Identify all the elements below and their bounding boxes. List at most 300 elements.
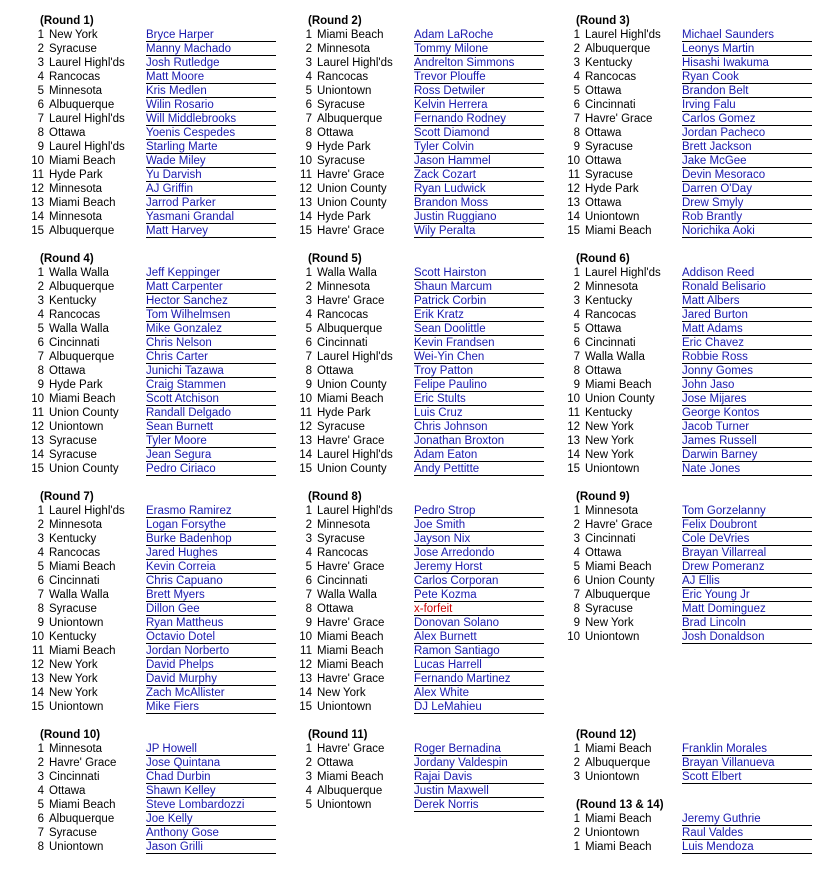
- pick-number: 10: [31, 393, 44, 405]
- player-link[interactable]: Joe Kelly: [146, 812, 276, 826]
- player-link[interactable]: Adam LaRoche: [414, 28, 544, 42]
- player-link[interactable]: Roger Bernadina: [414, 742, 544, 756]
- player-link[interactable]: Josh Rutledge: [146, 56, 276, 70]
- team-name: Laurel Highl'ds: [585, 267, 661, 279]
- pick-number: 4: [37, 309, 44, 321]
- player-link[interactable]: George Kontos: [682, 406, 812, 420]
- player-link[interactable]: Will Middlebrooks: [146, 112, 276, 126]
- team-name: New York: [317, 687, 366, 699]
- player-link[interactable]: Hector Sanchez: [146, 294, 276, 308]
- player-link[interactable]: Wilin Rosario: [146, 98, 276, 112]
- team-name: Ottawa: [585, 127, 622, 139]
- player-link[interactable]: Pete Kozma: [414, 588, 544, 602]
- player-link[interactable]: Wei-Yin Chen: [414, 350, 544, 364]
- player-link[interactable]: Jeremy Horst: [414, 560, 544, 574]
- team-name: Havre' Grace: [585, 519, 653, 531]
- pick-number: 4: [37, 547, 44, 559]
- player-link[interactable]: Ryan Ludwick: [414, 182, 544, 196]
- pick-row: [296, 280, 546, 294]
- pick-number: 6: [573, 99, 580, 111]
- player-link[interactable]: Starling Marte: [146, 140, 276, 154]
- pick-row: [28, 350, 278, 364]
- pick-number: 12: [31, 421, 44, 433]
- pick-number: 3: [37, 771, 44, 783]
- team-name: Minnesota: [49, 743, 103, 755]
- team-name: Hyde Park: [317, 141, 371, 153]
- player-link[interactable]: Burke Badenhop: [146, 532, 276, 546]
- player-link[interactable]: Troy Patton: [414, 364, 544, 378]
- player-link[interactable]: Brad Lincoln: [682, 616, 812, 630]
- player-link[interactable]: Scott Hairston: [414, 266, 544, 280]
- player-link[interactable]: Ramon Santiago: [414, 644, 544, 658]
- team-name: Minnesota: [317, 43, 371, 55]
- player-link[interactable]: AJ Ellis: [682, 574, 812, 588]
- pick-row: [564, 840, 814, 854]
- team-name: Minnesota: [317, 519, 371, 531]
- player-link[interactable]: Steve Lombardozzi: [146, 798, 276, 812]
- pick-row: [564, 448, 814, 462]
- pick-number: 2: [305, 519, 312, 531]
- team-name: Miami Beach: [585, 743, 652, 755]
- player-link[interactable]: Scott Elbert: [682, 770, 812, 784]
- pick-row: [296, 532, 546, 546]
- player-link[interactable]: Devin Mesoraco: [682, 168, 812, 182]
- player-link[interactable]: Brayan Villarreal: [682, 546, 812, 560]
- team-name: Laurel Highl'ds: [317, 351, 393, 363]
- pick-row: [564, 196, 814, 210]
- player-link[interactable]: Jonny Gomes: [682, 364, 812, 378]
- pick-number: 5: [573, 323, 580, 335]
- pick-number: 11: [568, 169, 580, 181]
- pick-row: [28, 784, 278, 798]
- pick-number: 9: [573, 617, 580, 629]
- pick-number: 12: [299, 659, 312, 671]
- player-link[interactable]: Wily Peralta: [414, 224, 544, 238]
- pick-number: 14: [31, 211, 44, 223]
- player-link[interactable]: Chris Johnson: [414, 420, 544, 434]
- pick-row: [564, 616, 814, 630]
- pick-row: [28, 686, 278, 700]
- pick-row: [564, 420, 814, 434]
- player-link[interactable]: Kevin Frandsen: [414, 336, 544, 350]
- pick-row: [296, 434, 546, 448]
- team-name: Miami Beach: [317, 393, 384, 405]
- player-link[interactable]: Junichi Tazawa: [146, 364, 276, 378]
- player-link[interactable]: Justin Ruggiano: [414, 210, 544, 224]
- pick-number: 13: [299, 435, 312, 447]
- pick-number: 14: [567, 211, 580, 223]
- player-link[interactable]: Tyler Colvin: [414, 140, 544, 154]
- pick-row: [564, 560, 814, 574]
- team-name: Ottawa: [585, 85, 622, 97]
- player-link[interactable]: Randall Delgado: [146, 406, 276, 420]
- player-link[interactable]: Adam Eaton: [414, 448, 544, 462]
- team-name: Uniontown: [49, 617, 104, 629]
- player-link[interactable]: Jeremy Guthrie: [682, 812, 812, 826]
- player-link[interactable]: Shaun Marcum: [414, 280, 544, 294]
- player-link[interactable]: Chris Nelson: [146, 336, 276, 350]
- player-link[interactable]: Robbie Ross: [682, 350, 812, 364]
- player-link[interactable]: Drew Smyly: [682, 196, 812, 210]
- pick-row: [296, 378, 546, 392]
- team-name: Cincinnati: [585, 99, 636, 111]
- pick-number: 11: [300, 407, 312, 419]
- team-name: New York: [49, 29, 98, 41]
- player-link[interactable]: Hisashi Iwakuma: [682, 56, 812, 70]
- pick-number: 9: [305, 379, 312, 391]
- player-link[interactable]: DJ LeMahieu: [414, 700, 544, 714]
- player-link[interactable]: Jarrod Parker: [146, 196, 276, 210]
- team-name: Albuquerque: [317, 323, 383, 335]
- player-link[interactable]: Lucas Harrell: [414, 658, 544, 672]
- team-name: New York: [585, 449, 634, 461]
- pick-row: [28, 602, 278, 616]
- team-name: Uniontown: [49, 841, 104, 853]
- player-link[interactable]: Dillon Gee: [146, 602, 276, 616]
- player-link[interactable]: Drew Pomeranz: [682, 560, 812, 574]
- pick-row: [296, 112, 546, 126]
- player-link[interactable]: Chris Carter: [146, 350, 276, 364]
- player-link[interactable]: Andrelton Simmons: [414, 56, 544, 70]
- player-link[interactable]: Eric Young Jr: [682, 588, 812, 602]
- player-link[interactable]: Tommy Milone: [414, 42, 544, 56]
- pick-row: [296, 798, 546, 812]
- pick-number: 12: [31, 659, 44, 671]
- player-link[interactable]: Zack Cozart: [414, 168, 544, 182]
- player-link[interactable]: Matt Albers: [682, 294, 812, 308]
- player-link[interactable]: Felix Doubront: [682, 518, 812, 532]
- player-link[interactable]: Yoenis Cespedes: [146, 126, 276, 140]
- player-link[interactable]: Brandon Belt: [682, 84, 812, 98]
- team-name: Rancocas: [585, 309, 637, 321]
- player-link[interactable]: Brett Myers: [146, 588, 276, 602]
- team-name: Havre' Grace: [49, 757, 117, 769]
- pick-row: [28, 532, 278, 546]
- pick-row: [564, 322, 814, 336]
- pick-number: 4: [37, 71, 44, 83]
- pick-number: 4: [37, 785, 44, 797]
- player-link[interactable]: Brett Jackson: [682, 140, 812, 154]
- player-link[interactable]: Ross Detwiler: [414, 84, 544, 98]
- team-name: Albuquerque: [317, 785, 383, 797]
- player-link[interactable]: Scott Atchison: [146, 392, 276, 406]
- player-link[interactable]: Bryce Harper: [146, 28, 276, 42]
- player-link[interactable]: Jose Quintana: [146, 756, 276, 770]
- forfeit-link[interactable]: x-forfeit: [414, 602, 544, 616]
- pick-row: [28, 112, 278, 126]
- player-link[interactable]: Alex White: [414, 686, 544, 700]
- team-name: New York: [585, 435, 634, 447]
- pick-row: [296, 616, 546, 630]
- pick-number: 5: [37, 85, 44, 97]
- player-link[interactable]: Mike Gonzalez: [146, 322, 276, 336]
- pick-number: 3: [573, 533, 580, 545]
- player-link[interactable]: Rob Brantly: [682, 210, 812, 224]
- pick-row: [28, 560, 278, 574]
- team-name: Union County: [585, 575, 655, 587]
- team-name: Kentucky: [49, 631, 97, 643]
- team-name: Uniontown: [585, 211, 640, 223]
- player-link[interactable]: Erasmo Ramirez: [146, 504, 276, 518]
- pick-number: 4: [305, 71, 312, 83]
- player-link[interactable]: Kevin Correia: [146, 560, 276, 574]
- team-name: Cincinnati: [585, 337, 636, 349]
- player-link[interactable]: Mike Fiers: [146, 700, 276, 714]
- team-name: Minnesota: [49, 211, 103, 223]
- team-name: Rancocas: [49, 309, 101, 321]
- team-name: Miami Beach: [317, 659, 384, 671]
- player-link[interactable]: Josh Donaldson: [682, 630, 812, 644]
- pick-number: 8: [573, 603, 580, 615]
- player-link[interactable]: Kelvin Herrera: [414, 98, 544, 112]
- team-name: Kentucky: [49, 295, 97, 307]
- player-link[interactable]: Matt Adams: [682, 322, 812, 336]
- pick-row: [564, 336, 814, 350]
- pick-number: 11: [32, 407, 44, 419]
- pick-number: 1: [305, 267, 312, 279]
- team-name: Uniontown: [317, 701, 372, 713]
- player-link[interactable]: Pedro Ciriaco: [146, 462, 276, 476]
- pick-row: [564, 532, 814, 546]
- pick-row: [28, 672, 278, 686]
- player-link[interactable]: Tom Wilhelmsen: [146, 308, 276, 322]
- pick-number: 10: [299, 631, 312, 643]
- pick-number: 1: [573, 813, 580, 825]
- player-link[interactable]: Chad Durbin: [146, 770, 276, 784]
- pick-row: [296, 350, 546, 364]
- player-link[interactable]: Erik Kratz: [414, 308, 544, 322]
- pick-row: [28, 308, 278, 322]
- pick-row: [28, 280, 278, 294]
- player-link[interactable]: Cole DeVries: [682, 532, 812, 546]
- player-link[interactable]: Logan Forsythe: [146, 518, 276, 532]
- player-link[interactable]: Franklin Morales: [682, 742, 812, 756]
- player-link[interactable]: Fernando Rodney: [414, 112, 544, 126]
- player-link[interactable]: Jared Hughes: [146, 546, 276, 560]
- player-link[interactable]: Matt Carpenter: [146, 280, 276, 294]
- team-name: Ottawa: [585, 323, 622, 335]
- player-link[interactable]: Patrick Corbin: [414, 294, 544, 308]
- player-link[interactable]: Eric Stults: [414, 392, 544, 406]
- pick-row: [28, 126, 278, 140]
- team-name: Albuquerque: [49, 281, 115, 293]
- player-link[interactable]: Craig Stammen: [146, 378, 276, 392]
- pick-row: [296, 602, 546, 616]
- player-link[interactable]: Norichika Aoki: [682, 224, 812, 238]
- team-name: Havre' Grace: [317, 435, 385, 447]
- player-link[interactable]: Jose Mijares: [682, 392, 812, 406]
- player-link[interactable]: Jason Hammel: [414, 154, 544, 168]
- player-link[interactable]: Jonathan Broxton: [414, 434, 544, 448]
- player-link[interactable]: Joe Smith: [414, 518, 544, 532]
- player-link[interactable]: AJ Griffin: [146, 182, 276, 196]
- player-link[interactable]: Jason Grilli: [146, 840, 276, 854]
- team-name: Uniontown: [585, 463, 640, 475]
- player-link[interactable]: Justin Maxwell: [414, 784, 544, 798]
- pick-row: [296, 322, 546, 336]
- player-link[interactable]: Jake McGee: [682, 154, 812, 168]
- round-title: (Round 12): [576, 729, 637, 741]
- player-link[interactable]: Jean Segura: [146, 448, 276, 462]
- pick-row: [564, 266, 814, 280]
- pick-number: 6: [305, 337, 312, 349]
- player-link[interactable]: Scott Diamond: [414, 126, 544, 140]
- pick-row: [296, 42, 546, 56]
- player-link[interactable]: Octavio Dotel: [146, 630, 276, 644]
- pick-row: [296, 462, 546, 476]
- player-link[interactable]: Luis Cruz: [414, 406, 544, 420]
- round-title: (Round 8): [308, 491, 362, 503]
- player-link[interactable]: Anthony Gose: [146, 826, 276, 840]
- pick-number: 5: [305, 323, 312, 335]
- pick-number: 14: [567, 449, 580, 461]
- player-link[interactable]: Matt Harvey: [146, 224, 276, 238]
- pick-number: 5: [573, 85, 580, 97]
- player-link[interactable]: Brandon Moss: [414, 196, 544, 210]
- player-link[interactable]: Kris Medlen: [146, 84, 276, 98]
- player-link[interactable]: Zach McAllister: [146, 686, 276, 700]
- pick-number: 10: [299, 155, 312, 167]
- player-link[interactable]: Shawn Kelley: [146, 784, 276, 798]
- player-link[interactable]: James Russell: [682, 434, 812, 448]
- pick-number: 6: [37, 575, 44, 587]
- player-link[interactable]: Matt Dominguez: [682, 602, 812, 616]
- team-name: Minnesota: [49, 85, 103, 97]
- player-link[interactable]: John Jaso: [682, 378, 812, 392]
- player-link[interactable]: Trevor Plouffe: [414, 70, 544, 84]
- player-link[interactable]: Jayson Nix: [414, 532, 544, 546]
- team-name: Havre' Grace: [317, 743, 385, 755]
- round-title: (Round 3): [576, 15, 630, 27]
- player-link[interactable]: Tyler Moore: [146, 434, 276, 448]
- team-name: Cincinnati: [585, 533, 636, 545]
- pick-row: [296, 364, 546, 378]
- team-name: Ottawa: [317, 757, 354, 769]
- pick-number: 14: [31, 449, 44, 461]
- pick-number: 14: [299, 211, 312, 223]
- player-link[interactable]: Wade Miley: [146, 154, 276, 168]
- player-link[interactable]: Raul Valdes: [682, 826, 812, 840]
- pick-row: [296, 336, 546, 350]
- player-link[interactable]: Chris Capuano: [146, 574, 276, 588]
- player-link[interactable]: Fernando Martinez: [414, 672, 544, 686]
- pick-number: 7: [305, 589, 312, 601]
- player-link[interactable]: Ryan Cook: [682, 70, 812, 84]
- team-name: Miami Beach: [585, 813, 652, 825]
- pick-row: [564, 770, 814, 784]
- team-name: Walla Walla: [49, 267, 109, 279]
- team-name: Albuquerque: [317, 113, 383, 125]
- player-link[interactable]: David Phelps: [146, 658, 276, 672]
- player-link[interactable]: Tom Gorzelanny: [682, 504, 812, 518]
- team-name: Ottawa: [585, 547, 622, 559]
- team-name: Syracuse: [49, 603, 97, 615]
- pick-number: 7: [305, 113, 312, 125]
- player-link[interactable]: Pedro Strop: [414, 504, 544, 518]
- player-link[interactable]: Carlos Gomez: [682, 112, 812, 126]
- player-link[interactable]: Jacob Turner: [682, 420, 812, 434]
- player-link[interactable]: Ronald Belisario: [682, 280, 812, 294]
- team-name: Miami Beach: [317, 645, 384, 657]
- player-link[interactable]: Rajai Davis: [414, 770, 544, 784]
- player-link[interactable]: Jordany Valdespin: [414, 756, 544, 770]
- team-name: Minnesota: [585, 281, 639, 293]
- player-link[interactable]: Jordan Norberto: [146, 644, 276, 658]
- player-link[interactable]: David Murphy: [146, 672, 276, 686]
- team-name: Ottawa: [49, 785, 86, 797]
- team-name: Havre' Grace: [585, 113, 653, 125]
- player-link[interactable]: Carlos Corporan: [414, 574, 544, 588]
- player-link[interactable]: Donovan Solano: [414, 616, 544, 630]
- player-link[interactable]: Alex Burnett: [414, 630, 544, 644]
- player-link[interactable]: Eric Chavez: [682, 336, 812, 350]
- player-link[interactable]: Sean Doolittle: [414, 322, 544, 336]
- pick-number: 8: [37, 365, 44, 377]
- player-link[interactable]: Luis Mendoza: [682, 840, 812, 854]
- player-link[interactable]: Felipe Paulino: [414, 378, 544, 392]
- player-link[interactable]: Andy Pettitte: [414, 462, 544, 476]
- pick-number: 10: [567, 631, 580, 643]
- pick-number: 2: [37, 281, 44, 293]
- team-name: Miami Beach: [585, 561, 652, 573]
- player-link[interactable]: Irving Falu: [682, 98, 812, 112]
- player-link[interactable]: Nate Jones: [682, 462, 812, 476]
- player-link[interactable]: Addison Reed: [682, 266, 812, 280]
- pick-number: 2: [573, 827, 580, 839]
- team-name: Minnesota: [585, 505, 639, 517]
- team-name: Syracuse: [317, 155, 365, 167]
- player-link[interactable]: JP Howell: [146, 742, 276, 756]
- pick-number: 3: [37, 57, 44, 69]
- player-link[interactable]: Jeff Keppinger: [146, 266, 276, 280]
- player-link[interactable]: Darren O'Day: [682, 182, 812, 196]
- pick-row: [28, 742, 278, 756]
- pick-number: 15: [31, 701, 44, 713]
- team-name: Kentucky: [585, 57, 633, 69]
- team-name: Syracuse: [49, 449, 97, 461]
- player-link[interactable]: Matt Moore: [146, 70, 276, 84]
- player-link[interactable]: Yasmani Grandal: [146, 210, 276, 224]
- pick-row: [564, 294, 814, 308]
- team-name: Laurel Highl'ds: [317, 57, 393, 69]
- player-link[interactable]: Jared Burton: [682, 308, 812, 322]
- pick-row: [28, 812, 278, 826]
- team-name: Ottawa: [49, 127, 86, 139]
- pick-row: [28, 406, 278, 420]
- player-link[interactable]: Yu Darvish: [146, 168, 276, 182]
- player-link[interactable]: Manny Machado: [146, 42, 276, 56]
- round-title: (Round 9): [576, 491, 630, 503]
- player-link[interactable]: Leonys Martin: [682, 42, 812, 56]
- player-link[interactable]: Darwin Barney: [682, 448, 812, 462]
- pick-row: [28, 770, 278, 784]
- player-link[interactable]: Jordan Pacheco: [682, 126, 812, 140]
- player-link[interactable]: Derek Norris: [414, 798, 544, 812]
- pick-number: 10: [567, 155, 580, 167]
- player-link[interactable]: Brayan Villanueva: [682, 756, 812, 770]
- player-link[interactable]: Michael Saunders: [682, 28, 812, 42]
- pick-number: 1: [573, 743, 580, 755]
- player-link[interactable]: Jose Arredondo: [414, 546, 544, 560]
- team-name: Hyde Park: [49, 379, 103, 391]
- player-link[interactable]: Ryan Mattheus: [146, 616, 276, 630]
- pick-number: 14: [299, 449, 312, 461]
- pick-number: 15: [299, 225, 312, 237]
- pick-row: [28, 266, 278, 280]
- pick-number: 2: [37, 43, 44, 55]
- round-title: (Round 5): [308, 253, 362, 265]
- player-link[interactable]: Sean Burnett: [146, 420, 276, 434]
